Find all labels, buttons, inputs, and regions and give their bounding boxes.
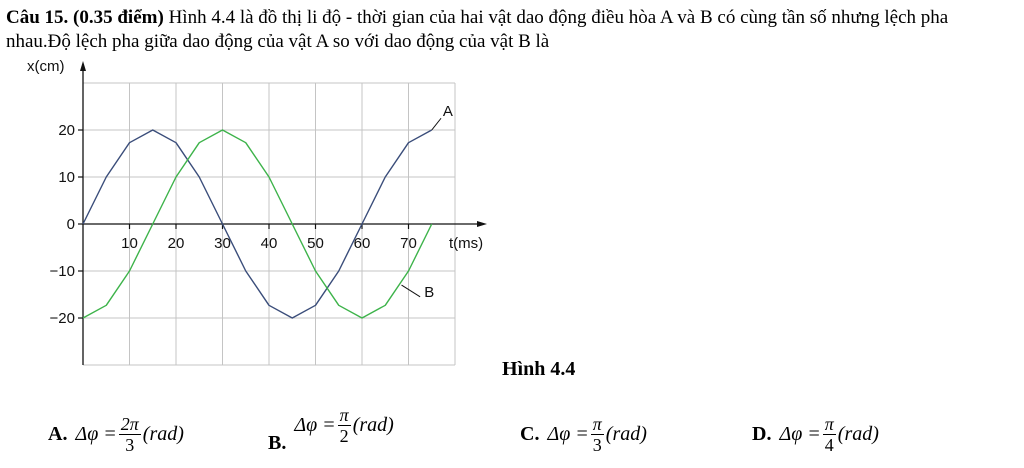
question-body: Hình 4.4 là đồ thị li độ - thời gian của hai vật dao động điều hòa A và B có cùng tần số nhưng lệch pha nhau.Độ lệch pha giữa dao động của vật A so với dao động của vật B là bbox=[6, 7, 949, 52]
option-b-unit: (rad) bbox=[352, 414, 394, 436]
x-tick-label: 10 bbox=[121, 235, 138, 252]
x-tick-label: 40 bbox=[260, 235, 278, 252]
option-b-formula bbox=[294, 405, 393, 446]
option-c-unit: (rad) bbox=[605, 423, 647, 445]
option-b-letter: B. bbox=[268, 432, 287, 454]
figure-caption: Hình 4.4 bbox=[502, 358, 576, 380]
x-axis-arrow bbox=[477, 221, 487, 227]
option-d-numerator: π bbox=[824, 414, 834, 434]
option-a-unit: (rad) bbox=[142, 423, 184, 445]
y-tick-label: 10 bbox=[58, 169, 75, 186]
x-axis-label: t(ms) bbox=[449, 235, 484, 252]
option-a-letter: A. bbox=[48, 423, 68, 445]
option-c-formula bbox=[547, 414, 646, 455]
oscillation-graph bbox=[0, 58, 520, 368]
series-a-leader bbox=[432, 118, 441, 130]
option-b-denominator: 2 bbox=[339, 426, 349, 446]
x-tick-label: 20 bbox=[167, 235, 185, 252]
option-d-lhs: Δφ = bbox=[779, 423, 821, 445]
question-text bbox=[6, 6, 1016, 54]
x-tick-label: 30 bbox=[214, 235, 231, 252]
x-tick-label: 70 bbox=[400, 235, 417, 252]
option-c-lhs: Δφ = bbox=[547, 423, 589, 445]
x-tick-label: 50 bbox=[307, 235, 324, 252]
option-d-unit: (rad) bbox=[837, 423, 879, 445]
x-tick-label: 60 bbox=[353, 235, 371, 252]
option-c-numerator: π bbox=[592, 414, 602, 434]
y-axis-arrow bbox=[80, 61, 86, 71]
y-tick-label: −20 bbox=[49, 310, 75, 327]
option-a-lhs: Δφ = bbox=[75, 423, 117, 445]
y-axis-label: x(cm) bbox=[27, 58, 65, 75]
option-d[interactable] bbox=[752, 414, 879, 455]
question-label: Câu 15. (0.35 điểm) bbox=[6, 7, 164, 28]
y-tick-label: 0 bbox=[66, 216, 75, 233]
option-c-letter: C. bbox=[520, 423, 540, 445]
option-b[interactable] bbox=[268, 396, 394, 455]
option-c-denominator: 3 bbox=[592, 435, 602, 455]
series-label-a: A bbox=[442, 102, 453, 120]
option-a-numerator: 2π bbox=[120, 414, 139, 434]
series-label-b: B bbox=[424, 283, 435, 301]
option-d-formula bbox=[779, 414, 878, 455]
option-b-lhs: Δφ = bbox=[294, 414, 336, 436]
option-a-denominator: 3 bbox=[125, 435, 135, 455]
option-a[interactable] bbox=[48, 414, 184, 455]
option-a-formula bbox=[75, 414, 183, 455]
option-d-letter: D. bbox=[752, 423, 772, 445]
y-tick-label: 20 bbox=[58, 122, 75, 139]
option-c[interactable] bbox=[520, 414, 647, 455]
option-a-fraction bbox=[119, 414, 141, 455]
y-tick-label: −10 bbox=[49, 263, 75, 280]
option-b-fraction bbox=[338, 405, 351, 446]
option-b-numerator: π bbox=[339, 405, 349, 425]
option-d-denominator: 4 bbox=[824, 435, 834, 455]
series-b-leader bbox=[402, 285, 421, 297]
option-d-fraction bbox=[823, 414, 836, 455]
option-c-fraction bbox=[591, 414, 604, 455]
